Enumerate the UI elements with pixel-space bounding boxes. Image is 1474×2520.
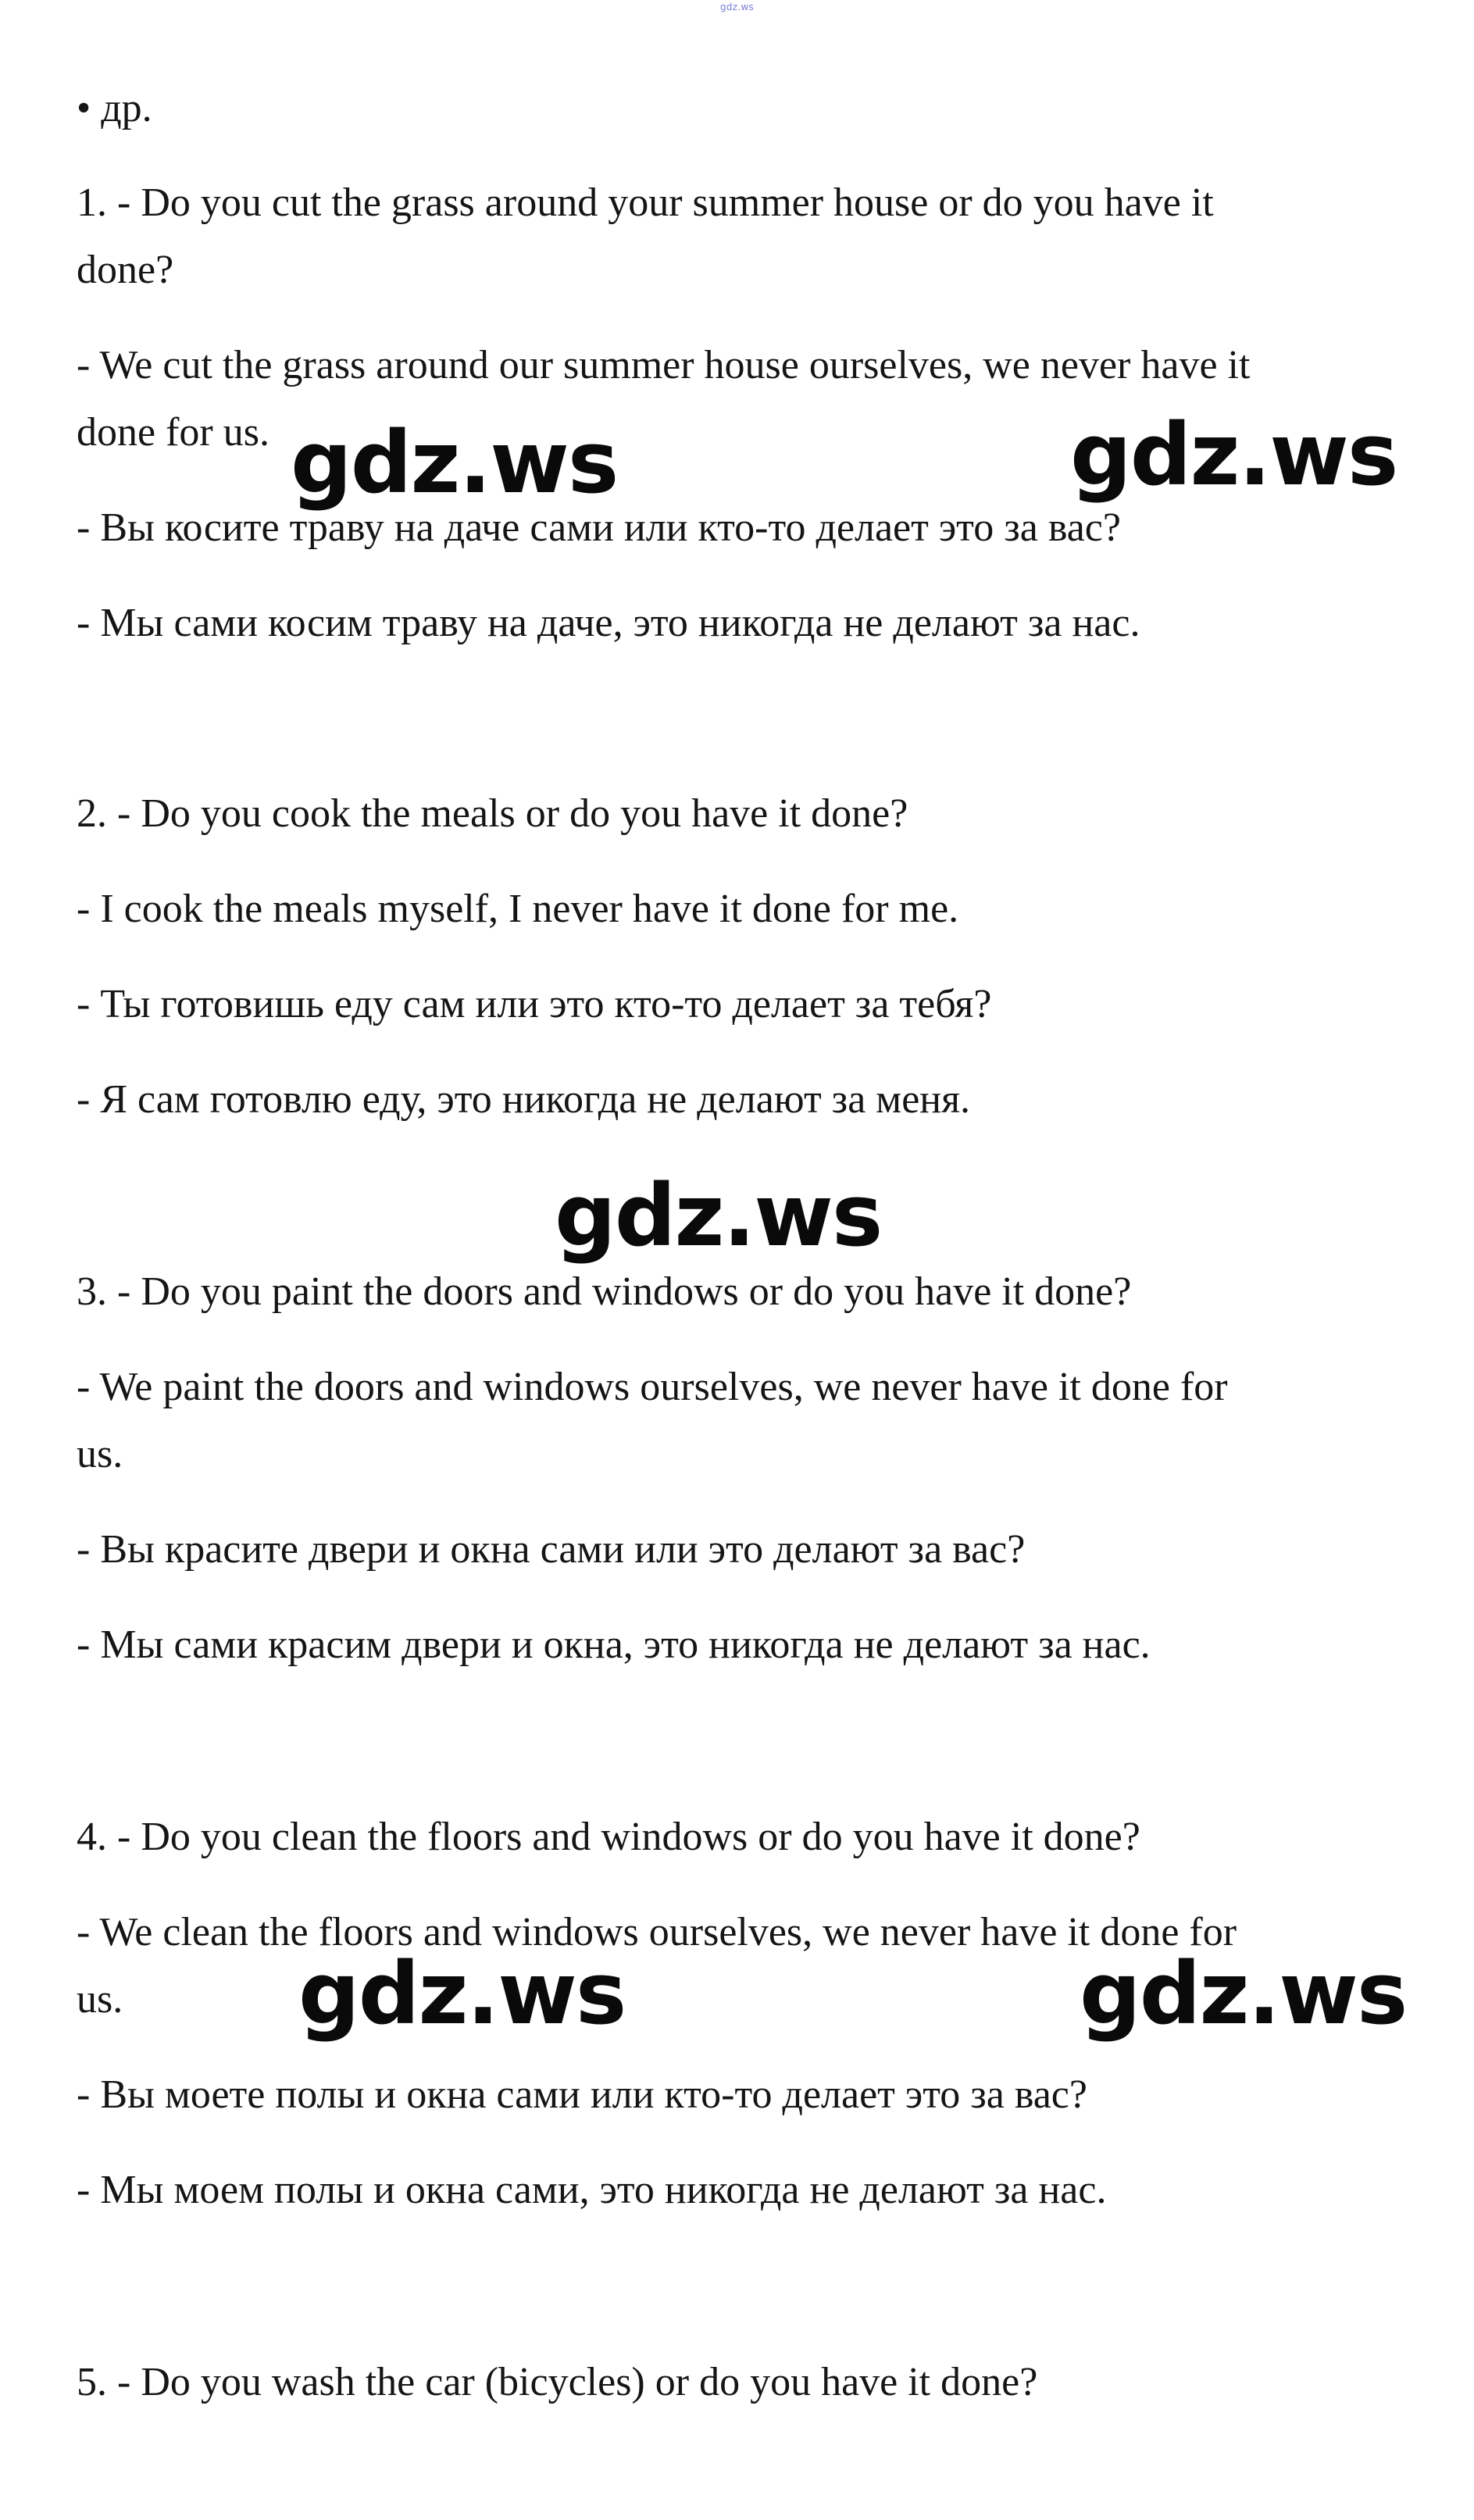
watermark-center: gdz.ws	[555, 1165, 882, 1265]
answer-3-english-cont: us.	[77, 1432, 123, 1476]
answer-2-english: - I cook the meals myself, I never have it done for me.	[77, 887, 959, 931]
answer-4-russian: - Мы моем полы и окна сами, это никогда не делают за нас.	[77, 2168, 1107, 2212]
question-1-english: 1. - Do you cut the grass around your summer house or do you have it	[77, 180, 1214, 225]
answer-3-english: - We paint the doors and windows ourselves, we never have it done for	[77, 1365, 1228, 1409]
question-1-english-cont: done?	[77, 248, 174, 292]
watermark-bottom-left: gdz.ws	[298, 1944, 626, 2043]
question-2-russian: - Ты готовишь еду сам или это кто-то делает за тебя?	[77, 982, 992, 1026]
answer-1-russian: - Мы сами косим траву на даче, это никогда не делают за нас.	[77, 601, 1140, 645]
header-watermark: gdz.ws	[719, 2, 755, 12]
question-3-english: 3. - Do you paint the doors and windows or do you have it done?	[77, 1269, 1132, 1314]
answer-1-english: - We cut the grass around our summer house ourselves, we never have it	[77, 343, 1251, 387]
watermark-top-left: gdz.ws	[291, 412, 618, 512]
answer-4-english-cont: us.	[77, 1977, 123, 2022]
question-1-russian: - Вы косите траву на даче сами или кто-то делает это за вас?	[77, 505, 1121, 550]
answer-2-russian: - Я сам готовлю еду, это никогда не делают за меня.	[77, 1077, 971, 1122]
question-5-english: 5. - Do you wash the car (bicycles) or do you have it done?	[77, 2360, 1038, 2404]
answer-3-russian: - Мы сами красим двери и окна, это никогда не делают за нас.	[77, 1622, 1151, 1667]
question-4-russian: - Вы моете полы и окна сами или кто-то делает это за вас?	[77, 2072, 1087, 2117]
question-2-english: 2. - Do you cook the meals or do you have it done?	[77, 791, 908, 836]
question-3-russian: - Вы красите двери и окна сами или это делают за вас?	[77, 1527, 1026, 1572]
answer-4-english: - We clean the floors and windows ourselves, we never have it done for	[77, 1910, 1237, 1954]
watermark-top-right: gdz.ws	[1070, 405, 1397, 505]
bullet-line: • др.	[77, 86, 152, 130]
question-4-english: 4. - Do you clean the floors and windows or do you have it done?	[77, 1815, 1140, 1859]
answer-1-english-cont: done for us.	[77, 410, 269, 455]
watermark-bottom-right: gdz.ws	[1080, 1944, 1407, 2043]
